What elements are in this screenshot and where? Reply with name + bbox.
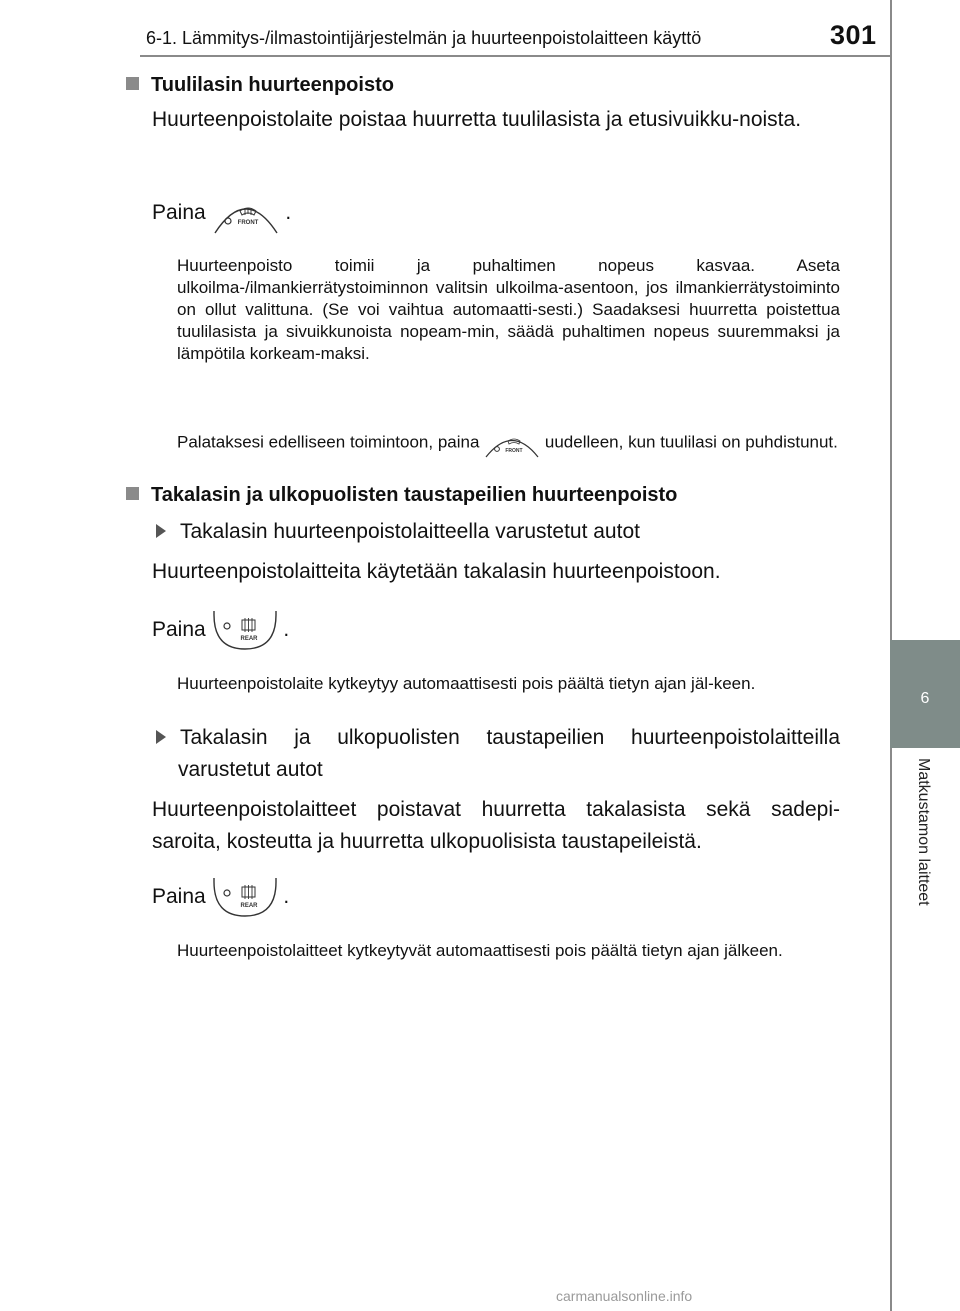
section-heading-rear: [126, 484, 677, 507]
sub-heading-text: Takalasin ja ulkopuolisten taustapeilien huurteenpoistolaitteilla: [180, 726, 840, 749]
mirrors-description-line1: Huurteenpoistolaitteet poistavat huurretta takalasista sekä sadepi-: [152, 798, 840, 821]
rear-button-label: REAR: [240, 636, 258, 642]
heading-text: Takalasin ja ulkopuolisten taustapeilien huurteenpoisto: [151, 484, 678, 506]
mirrors-description-line2: saroita, kosteutta ja huurretta ulkopuolisista taustapeileistä.: [152, 830, 702, 853]
heading-text: Tuulilasin huurteenpoisto: [151, 74, 394, 96]
sub-heading-rear-window: [152, 516, 840, 548]
rear-defroster-button-icon: [212, 609, 278, 651]
mirrors-note: Huurteenpoistolaitteet kytkeytyvät automaattisesti pois päältä tietyn ajan jälkeen.: [177, 941, 783, 960]
rear-window-description: Huurteenpoistolaitteita käytetään takalasin huurteenpoistoon.: [152, 560, 721, 583]
press-end: .: [283, 618, 290, 641]
rear-mirror-defroster-button-icon: [212, 876, 278, 918]
press-text: Paina: [152, 618, 206, 641]
sub-heading-mirrors-line1: [152, 722, 840, 754]
front-defroster-button-icon: [212, 191, 280, 235]
front-button-label: FRONT: [237, 220, 258, 226]
sub-heading-mirrors-line2: varustetut autot: [178, 758, 323, 781]
side-tab-rail: [890, 0, 960, 640]
triangle-bullet-icon: [156, 730, 166, 744]
press-rear-instruction: [152, 609, 289, 651]
heading-bullet-icon: [126, 487, 139, 500]
chapter-label-wrap: [890, 758, 960, 958]
heading-bullet-icon: [126, 77, 139, 90]
rear-mirror-button-label: REAR: [240, 903, 258, 909]
triangle-bullet-icon: [156, 524, 166, 538]
section-title: 6-1. Lämmitys-/ilmastointijärjestelmän ja huurteenpoistolaitteen käyttö: [146, 28, 702, 48]
return-note-after: uudelleen, kun tuulilasi on puhdistunut.: [544, 432, 838, 452]
watermark: carmanualsonline.info: [556, 1288, 693, 1304]
front-button-small-label: FRONT: [505, 448, 523, 454]
windshield-note: Huurteenpoisto toimii ja puhaltimen nopeus kasvaa. Aseta ulkoilma-/ilmankierrätystoiminnon valitsin ulkoilma-asentoon, jos ilmankierrätystoiminto on ollut valittuna. (Se voi vaihtua automaatti-sesti.) Saadaksesi huurretta poistettua tuulilasista ja sivuikkunoista nopeam-min, säädä puhaltimen nopeus suuremmaksi ja lämpötila korkeam-maksi.: [177, 256, 840, 363]
page-number: 301: [830, 20, 877, 50]
sub-heading-text: Takalasin huurteenpoistolaitteella varustetut autot: [180, 520, 640, 543]
windshield-description: Huurteenpoistolaite poistaa huurretta tuulilasista ja etusivuikku-noista.: [152, 108, 802, 131]
windshield-return-note: [177, 428, 840, 458]
press-rear-mirrors-instruction: [152, 876, 289, 918]
press-text: Paina: [152, 201, 206, 224]
rear-window-note: Huurteenpoistolaite kytkeytyy automaattisesti pois päältä tietyn ajan jäl-keen.: [177, 674, 756, 693]
chapter-label: Matkustamon laitteet: [915, 758, 932, 906]
press-front-instruction: [152, 191, 291, 235]
press-end: .: [283, 885, 290, 908]
return-note-before: Palataksesi edelliseen toimintoon, paina: [177, 432, 480, 452]
header-divider: [140, 55, 890, 57]
chapter-number: 6: [920, 690, 930, 707]
section-heading-windshield: [126, 74, 394, 97]
front-defroster-button-small-icon: [484, 428, 540, 458]
press-end: .: [285, 201, 292, 224]
press-text: Paina: [152, 885, 206, 908]
